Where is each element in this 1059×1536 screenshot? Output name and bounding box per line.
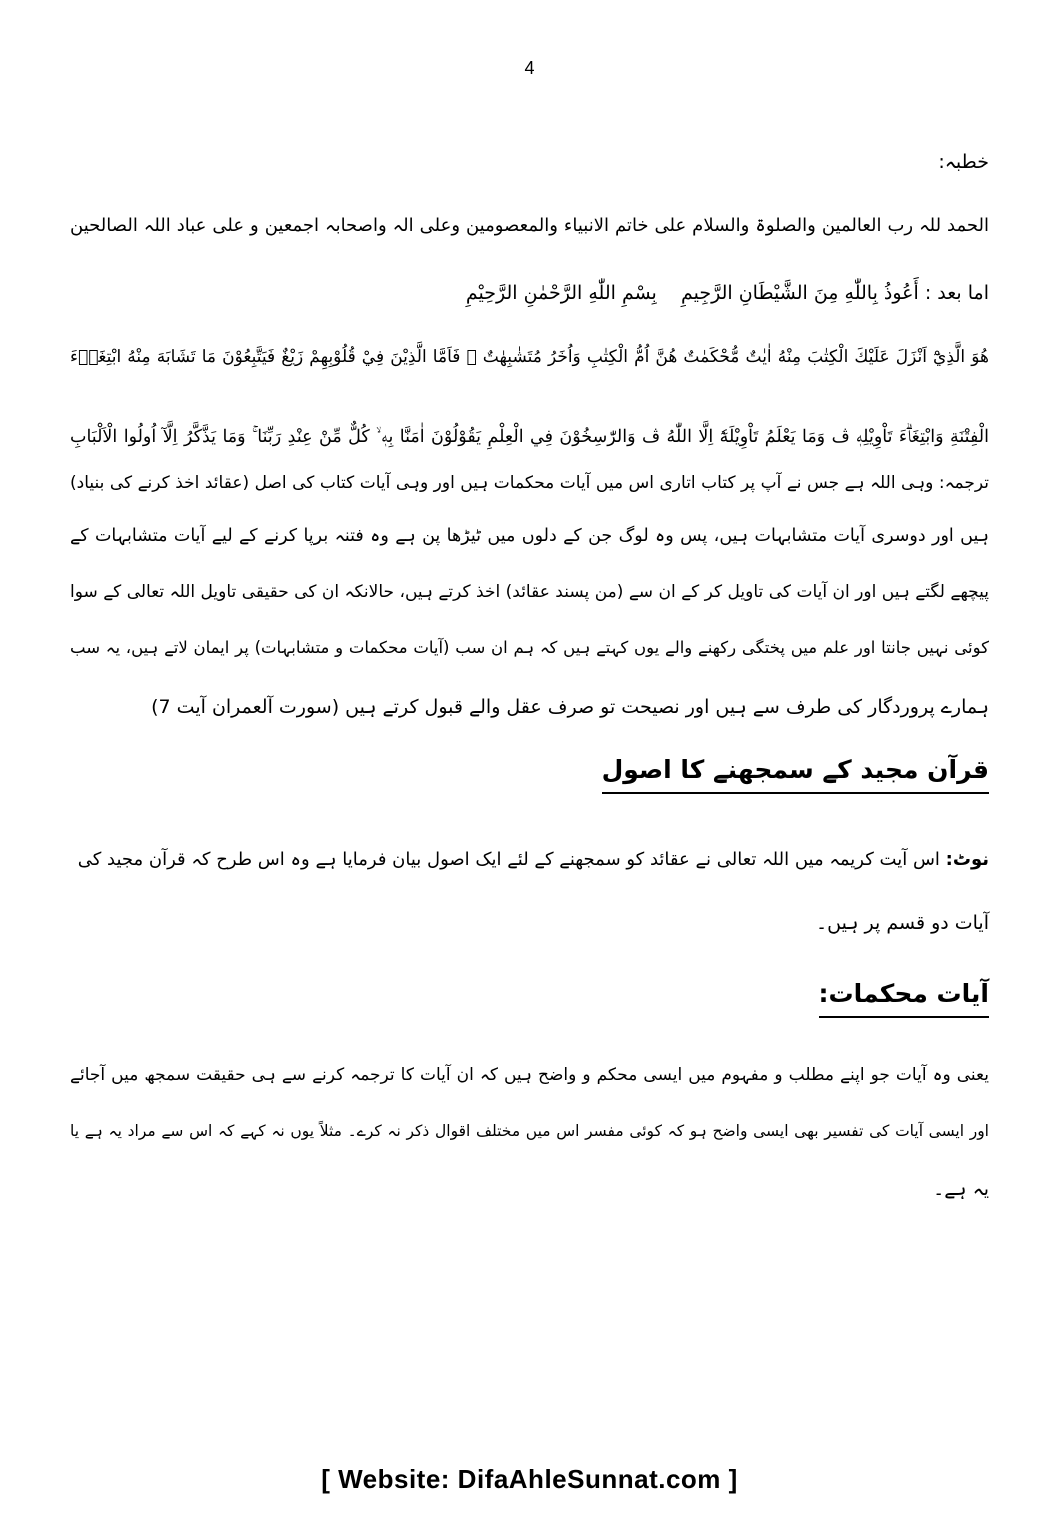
section-heading-quran-principle: قرآن مجید کے سمجھنے کا اصول xyxy=(602,752,989,794)
ayah-line-1: هُوَ الَّذِيْٓ اَنْزَلَ عَلَيْكَ الْكِتٰبَ مِنْهُ اٰيٰتٌ مُّحْكَمٰتٌ هُنَّ اُمُّ الْكِتٰبِ وَاُخَرُ مُتَشٰبِهٰتٌ ۭ فَاَمَّا الَّذِيْنَ فِيْ قُلُوْبِهِمْ زَيْغٌ فَيَتَّبِعُوْنَ مَا تَشَابَهَ مِنْهُ ابْتِغَاۗءَ xyxy=(70,347,989,367)
note-line-2: آیات دو قسم پر ہیں۔ xyxy=(816,912,989,934)
translation-line-1: ترجمہ: وہی اللہ ہے جس نے آپ پر کتاب اتاری اس میں آیات محکمات ہیں اور وہی آیات کتاب کی اصل (عقائد اخذ کرنے کی بنیاد) xyxy=(70,473,989,493)
translation-line-5: ہمارے پروردگار کی طرف سے ہیں اور نصیحت تو صرف عقل والے قبول کرتے ہیں (سورت آلعمران آیت 7) xyxy=(151,696,989,718)
basmala-text: بِسْمِ اللّٰهِ الرَّحْمٰنِ الرَّحِيْمِ xyxy=(465,282,657,304)
amma-baad-label: اما بعد : xyxy=(924,282,989,304)
note-line-1 xyxy=(78,846,989,874)
muhkamat-line-3: یہ ہے۔ xyxy=(933,1178,989,1200)
translation-line-3: پیچھے لگتے ہیں اور ان آیات کی تاویل کر کے ان سے (من پسند عقائد) اخذ کرتے ہیں، حالانکہ ان کی حقیقی تاویل اللہ تعالی کے سوا xyxy=(70,582,989,602)
page-number: 4 xyxy=(524,58,535,78)
hamd-line: الحمد للہ رب العالمین والصلوۃ والسلام علی خاتم الانبیاء والمعصومین وعلی الہ واصحابہ اجمعین و علی عباد اللہ الصالحین xyxy=(70,215,989,236)
section-heading-muhkamat: آیات محکمات: xyxy=(819,976,989,1018)
website-footer: [ Website: DifaAhleSunnat.com ] xyxy=(321,1464,738,1494)
note-label: نوٹ: xyxy=(945,849,989,870)
translation-line-2: ہیں اور دوسری آیات متشابہات ہیں، پس وہ لوگ جن کے دلوں میں ٹیڑھا پن ہے وہ فتنہ برپا کرنے کے لیے آیات متشابہات کے xyxy=(70,526,989,546)
taawwudh-text: أَعُوذُ بِاللّٰهِ مِنَ الشَّيْطَانِ الرَّجِيمِ xyxy=(681,282,919,304)
note-text-1: اس آیت کریمہ میں اللہ تعالی نے عقائد کو سمجھنے کے لئے ایک اصول بیان فرمایا ہے وہ اس طرح کہ قرآن مجید کی xyxy=(77,849,940,870)
muhkamat-line-1: یعنی وہ آیات جو اپنے مطلب و مفہوم میں ایسی محکم و واضح ہیں کہ ان آیات کا ترجمہ کرنے سے ہی حقیقت سمجھ میں آجائے xyxy=(70,1065,989,1085)
translation-line-4: کوئی نہیں جانتا اور علم میں پختگی رکھنے والے یوں کہتے ہیں کہ ہم ان سب (آیات محکمات و متشابہات) پر ایمان لاتے ہیں، یہ سب xyxy=(70,638,989,657)
ayah-line-2: الْفِتْنَةِ وَابْتِغَاۗءَ تَاْوِيْلِهٖ ڤ وَمَا يَعْلَمُ تَاْوِيْلَهٗٓ اِلَّا اللّٰهُ ڤ وَالرّٰسِخُوْنَ فِي الْعِلْمِ يَقُوْلُوْنَ اٰمَنَّا بِهٖ ۙ كُلٌّ مِّنْ عِنْدِ رَبِّنَا ۚ وَمَا يَذَّكَّرُ اِلَّآ اُولُوا الْاَلْبَابِ xyxy=(70,427,989,447)
khutba-label: خطبہ: xyxy=(938,151,989,173)
muhkamat-line-2: اور ایسی آیات کی تفسیر بھی ایسی واضح ہو کہ کوئی مفسر اس میں مختلف اقوال ذکر نہ کرے۔ مثلاً یوں نہ کہے کہ اس سے مراد یہ ہے یا xyxy=(70,1122,989,1140)
amma-baad-line xyxy=(466,279,989,307)
